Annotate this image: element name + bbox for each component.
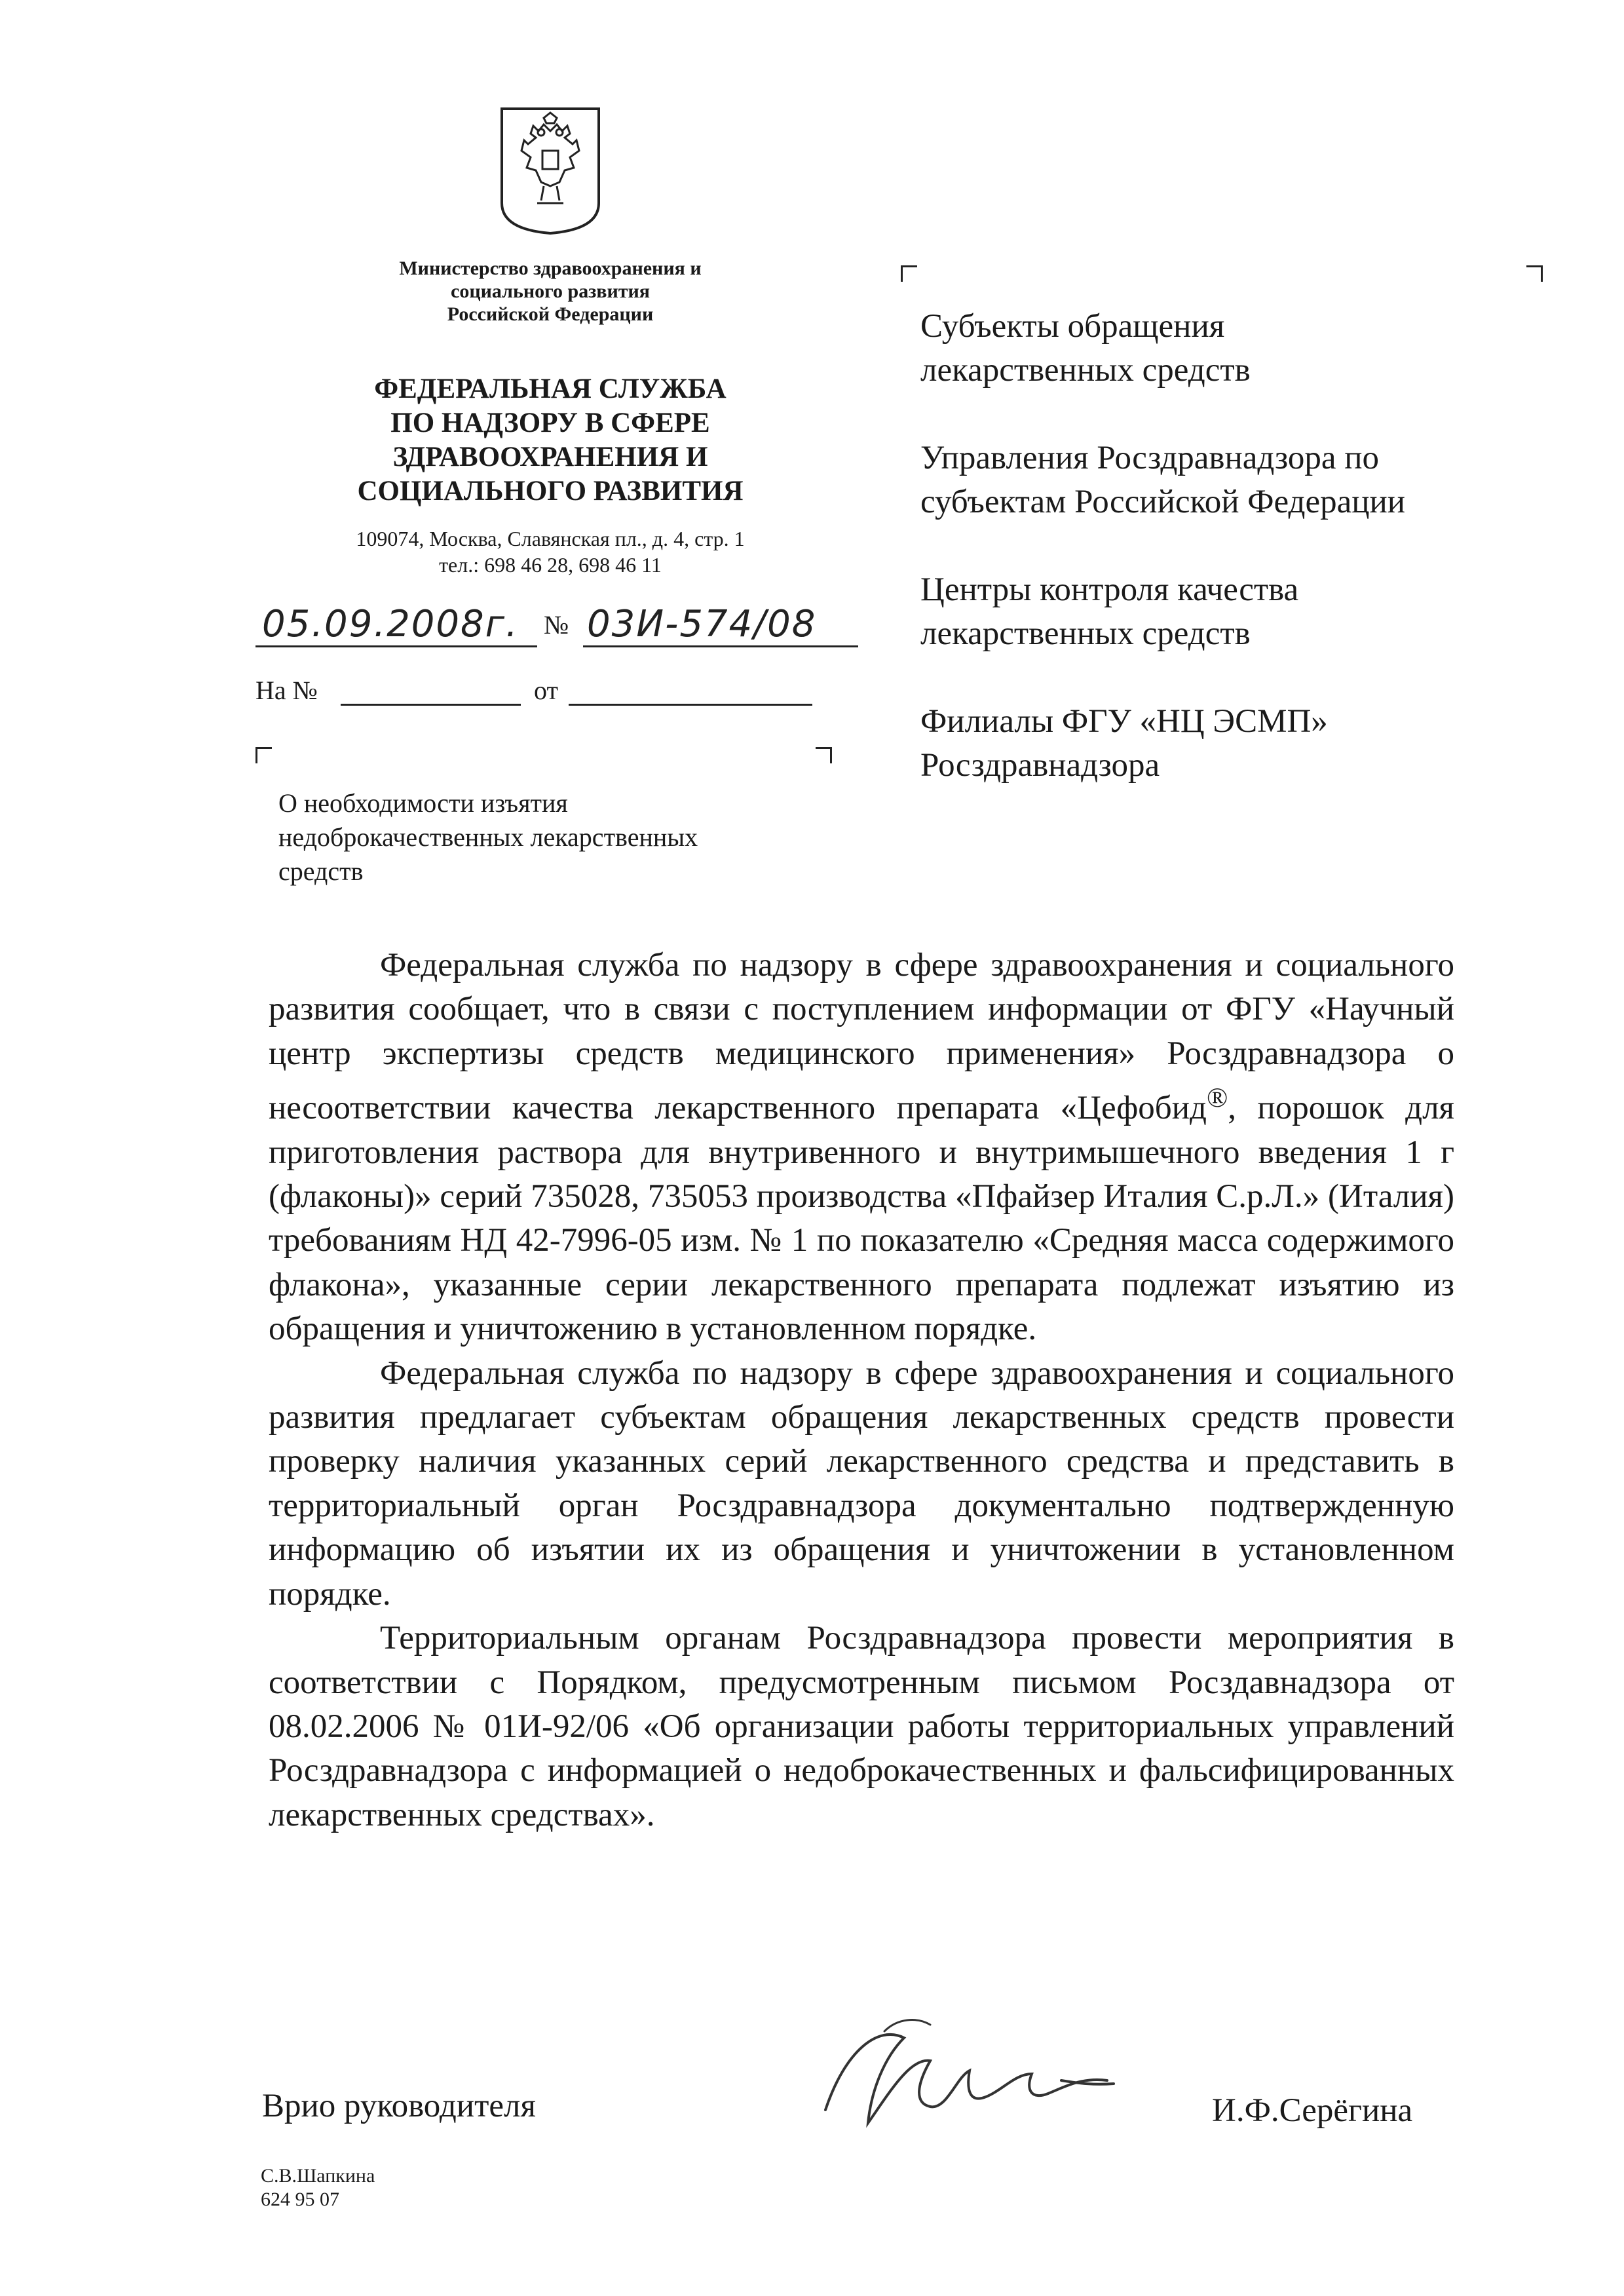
recipient-line: субъектам Российской Федерации (920, 484, 1406, 520)
reference-date-blank (569, 678, 812, 706)
service-line: ЗДРАВООХРАНЕНИЯ И (392, 442, 708, 472)
body-text-part: , порошок для приготовления раствора для внутривенного и внутримышечного введения 1 г (флаконы)» серий 735028, 735053 производства «Пфайзер Италия С.р.Л.» (Италия) требованиям НД 42-7996-05 изм. № 1 по показателю «Средняя масса содержимого флакона», указанные серии лекарственного препарата подлежат изъятию из обращения и уничтожению в установленном порядке. (269, 1090, 1455, 1348)
executor-block (261, 2164, 375, 2211)
body-paragraph-3: Территориальным органам Росздравнадзора провести мероприятия в соответствии с Порядком, предусмотренным письмом Росздавнадзора от 08.02.2006 № 01И-92/06 «Об организации работы территориальных управлений Росздравнадзора с информацией о недоброкачественных и фальсифицированных лекарственных средствах». (269, 1620, 1454, 1833)
letter-body (269, 944, 1454, 1837)
ministry-line: Российской Федерации (447, 303, 654, 325)
subject-line: О необходимости изъятия (278, 788, 568, 818)
recipient (920, 305, 1510, 392)
registration-date (255, 603, 537, 649)
handwritten-signature (806, 2012, 1120, 2143)
recipient-line: Управления Росздравнадзора по (920, 440, 1380, 476)
recipient-corner-right (1526, 265, 1543, 282)
registered-mark: ® (1206, 1082, 1228, 1114)
date-underline (255, 645, 537, 647)
subject-line: средств (278, 856, 364, 886)
ministry-name (341, 257, 760, 326)
address-block (301, 526, 799, 578)
recipient-line: лекарственных средств (920, 615, 1251, 652)
number-underline (583, 645, 858, 647)
body-paragraph-2: Федеральная служба по надзору в сфере здравоохранения и социального развития предлагает субъектам обращения лекарственных средств провести проверку наличия указанных серий лекарственного средства и представить в территориальный орган Росздравнадзора документально подтвержденную информацию об изъятии их из обращения и уничтожении в установленном порядке. (269, 1354, 1454, 1613)
subject-line: недоброкачественных лекарственных (278, 822, 698, 852)
signatory-title: Врио руководителя (262, 2088, 536, 2124)
recipient-line: Центры контроля качества (920, 571, 1299, 608)
reference-number-blank (341, 678, 521, 706)
service-line: ПО НАДЗОРУ В СФЕРЕ (390, 408, 710, 438)
coat-of-arms-icon (498, 105, 603, 236)
service-name (314, 372, 786, 508)
address-line: 109074, Москва, Славянская пл., д. 4, стр. 1 (356, 527, 745, 550)
letter-subject (278, 786, 822, 889)
recipient-line: лекарственных средств (920, 352, 1251, 389)
signatory-name: И.Ф.Серёгина (1212, 2092, 1413, 2129)
registration-number-label: № (544, 610, 569, 640)
recipient (920, 700, 1510, 788)
executor-phone: 624 95 07 (261, 2189, 339, 2210)
ministry-line: Министерство здравоохранения и (399, 258, 702, 279)
recipients-block (920, 305, 1510, 832)
registration-date-value: 05.09.2008г. (262, 603, 519, 645)
recipient-line: Филиалы ФГУ «НЦ ЭСМП» (920, 703, 1328, 740)
recipient-line: Субъекты обращения (920, 308, 1225, 345)
subject-corner-right (816, 747, 832, 763)
reference-number-label: На № (255, 676, 318, 705)
phone-line: тел.: 698 46 28, 698 46 11 (439, 553, 662, 577)
service-line: СОЦИАЛЬНОГО РАЗВИТИЯ (357, 476, 744, 507)
body-text-part: Федеральная служба по надзору в сфере здравоохранения и социального развития сообщает, что в связи с поступлением информации от ФГУ «Научный центр экспертизы средств медицинского применения» Росздравнадзора о несоответствии качества лекарственного препарата «Цефобид (269, 947, 1454, 1127)
body-paragraph-1 (269, 944, 1454, 1352)
reference-from-label: от (534, 676, 558, 705)
registration-number-value: 03И-574/08 (587, 603, 817, 645)
service-line: ФЕДЕРАЛЬНАЯ СЛУЖБА (374, 373, 727, 404)
recipient (920, 568, 1510, 656)
registration-number (583, 603, 858, 649)
recipient-corner-left (901, 265, 917, 282)
recipient (920, 436, 1510, 524)
ministry-line: социального развития (451, 280, 650, 302)
executor-name: С.В.Шапкина (261, 2165, 375, 2187)
recipient-line: Росздравнадзора (920, 747, 1160, 784)
subject-corner-left (255, 747, 272, 763)
